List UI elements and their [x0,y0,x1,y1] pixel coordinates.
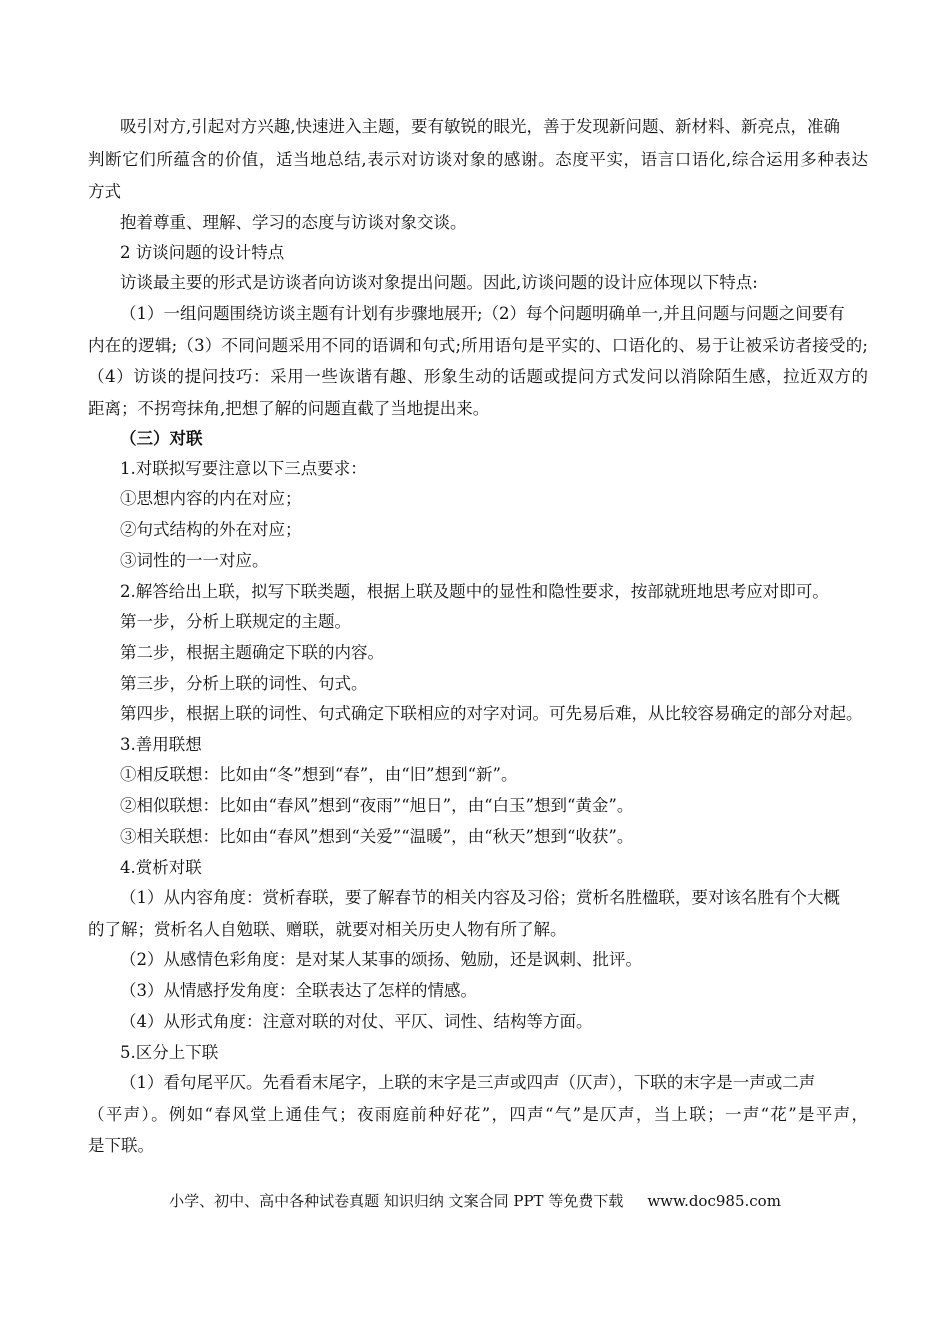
step-line: 第一步，分析上联规定的主题。 [120,612,351,631]
paragraph-line: 访谈最主要的形式是访谈者向访谈对象提出问题。因此,访谈问题的设计应体现以下特点: [120,273,758,292]
paragraph-line: 判断它们所蕴含的价值，适当地总结,表示对访谈对象的感谢。态度平实，语言口语化,综合运用多种表达 [88,150,868,169]
paragraph-line: （4）从形式角度：注意对联的对仗、平仄、词性、结构等方面。 [120,1012,593,1031]
paragraph-line: 方式 [88,182,121,201]
list-item: ②相似联想：比如由“春风”想到“夜雨”“旭日”，由“白玉”想到“黄金”。 [120,796,634,815]
paragraph-line: 4.赏析对联 [120,858,202,877]
footer-url[interactable]: www.doc985.com [647,1192,781,1210]
paragraph-line: 抱着尊重、理解、学习的态度与访谈对象交谈。 [120,213,467,232]
paragraph-line: 距离；不拐弯抹角,把想了解的问题直截了当地提出来。 [88,399,490,418]
list-item: ③相关联想：比如由“春风”想到“关爱”“温暖”，由“秋天”想到“收获”。 [120,827,634,846]
page-footer [0,1190,950,1212]
paragraph-line: （1）一组问题围绕访谈主题有计划有步骤地展开;（2）每个问题明确单一,并且问题与问题之间要有 [120,304,845,323]
list-item: ②句式结构的外在对应； [120,520,302,539]
paragraph-line: 的了解；赏析名人自勉联、赠联，就要对相关历史人物有所了解。 [88,920,567,939]
paragraph-line: （1）看句尾平仄。先看看末尾字，上联的末字是三声或四声（仄声），下联的末字是一声或二声 [120,1073,816,1092]
list-item: ①思想内容的内在对应； [120,489,302,508]
paragraph-line: （2）从感情色彩角度：是对某人某事的颂扬、勉励，还是讽刺、批评。 [120,950,642,969]
paragraph-line: 2.解答给出上联，拟写下联类题，根据上联及题中的显性和隐性要求，按部就班地思考应对即可。 [120,582,829,601]
paragraph-line: 3.善用联想 [120,735,202,754]
paragraph-line: （1）从内容角度：赏析春联，要了解春节的相关内容及习俗；赏析名胜楹联，要对该名胜有个大概 [120,888,840,907]
paragraph-line: （3）从情感抒发角度：全联表达了怎样的情感。 [120,981,477,1000]
footer-text: 小学、初中、高中各种试卷真题 知识归纳 文案合同 PPT 等免费下载 [169,1192,624,1210]
paragraph-line: 5.区分上下联 [120,1043,219,1062]
paragraph-line: （4）访谈的提问技巧：采用一些诙谐有趣、形象生动的话题或提问方式发问以消除陌生感，拉近双方的 [88,367,868,386]
paragraph-line: 2 访谈问题的设计特点 [120,243,285,262]
paragraph-line: 吸引对方,引起对方兴趣,快速进入主题，要有敏锐的眼光，善于发现新问题、新材料、新亮点，准确 [120,117,840,136]
paragraph-line: 是下联。 [88,1136,154,1155]
step-line: 第四步，根据上联的词性、句式确定下联相应的对字对词。可先易后难，从比较容易确定的部分对起。 [120,704,863,723]
paragraph-line: 1.对联拟写要注意以下三点要求： [120,459,367,478]
section-heading: （三）对联 [120,429,203,448]
paragraph-line: 内在的逻辑;（3）不同问题采用不同的语调和句式;所用语句是平实的、口语化的、易于让被采访者接受的; [88,336,868,355]
step-line: 第三步，分析上联的词性、句式。 [120,674,368,693]
list-item: ③词性的一一对应。 [120,551,269,570]
step-line: 第二步，根据主题确定下联的内容。 [120,643,384,662]
list-item: ①相反联想：比如由“冬”想到“春”，由“旧”想到“新”。 [120,765,518,784]
paragraph-line: （平声）。例如“春风堂上通佳气；夜雨庭前种好花”，四声“气”是仄声，当上联；一声“花”是平声， [88,1105,868,1124]
